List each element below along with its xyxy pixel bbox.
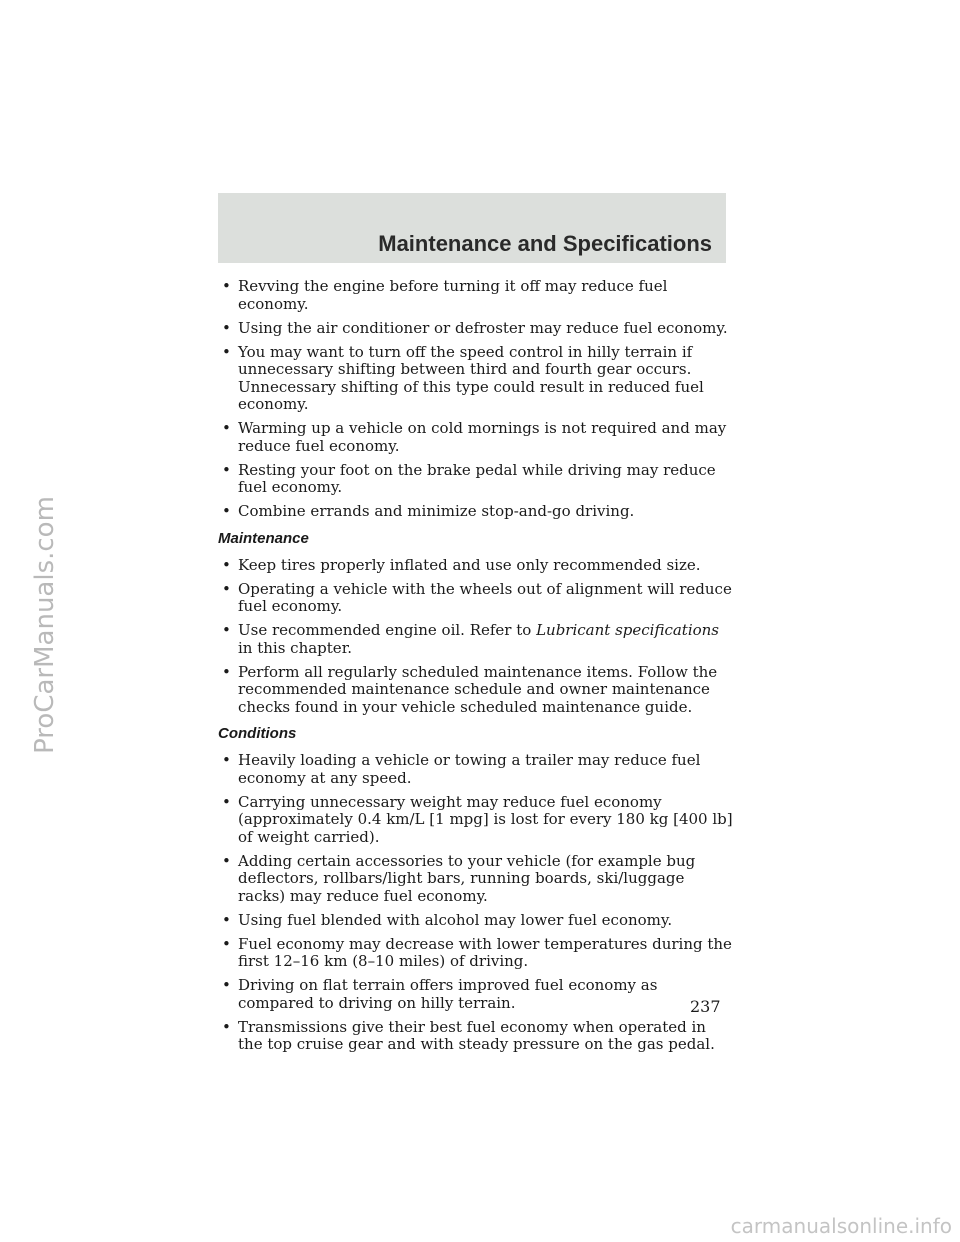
list-item-text: Warming up a vehicle on cold mornings is not required and may reduce fuel economy. [238,419,727,455]
subheading-maintenance: Maintenance [218,529,309,547]
bullet-list [218,557,733,717]
page-content [218,278,733,1060]
bullet-icon: • [222,502,231,520]
bullet-list [218,278,733,521]
bullet-icon: • [222,976,231,994]
bullet-icon: • [222,751,231,769]
list-item-text: Perform all regularly scheduled maintenance items. Follow the recommended maintenance schedule and owner maintenance checks found in your vehicle scheduled maintenance guide. [238,662,718,716]
list-item [218,936,733,971]
bullet-icon: • [222,1017,231,1036]
list-item-text: Resting your foot on the brake pedal while driving may reduce fuel economy. [238,460,716,496]
list-item [218,581,733,616]
list-item-text: Heavily loading a vehicle or towing a trailer may reduce fuel economy at any speed. [238,751,701,787]
section-title: Maintenance and Specifications [378,231,712,256]
list-item-text: Fuel economy may decrease with lower temperatures during the first 12–16 km (8–10 miles) of driving. [238,934,732,970]
bullet-icon: • [222,555,231,574]
list-item [218,462,733,497]
bullet-icon: • [222,792,231,811]
bullet-icon: • [222,851,231,870]
list-item [218,344,733,414]
list-item-text: Operating a vehicle with the wheels out of alignment will reduce fuel economy. [238,579,732,615]
list-item-text: Using fuel blended with alcohol may lower fuel economy. [238,910,673,929]
bullet-icon: • [222,934,231,953]
list-item [218,912,733,930]
list-item [218,622,733,657]
list-item-text: Driving on flat terrain offers improved fuel economy as compared to driving on hilly terrain. [238,976,658,1012]
list-item [218,503,733,521]
bullet-icon: • [222,318,231,337]
list-item [218,557,733,575]
subheading-conditions: Conditions [218,725,297,742]
section-header-band [218,193,726,263]
page-number: 237 [690,997,721,1016]
list-item-text: You may want to turn off the speed control in hilly terrain if unnecessary shifting between third and fourth gear occurs. Unnecessary shifting of this type could result in reduced fuel economy. [238,342,704,413]
bullet-icon: • [222,277,231,295]
list-item-text: Adding certain accessories to your vehicle (for example bug deflectors, rollbars/light bars, running boards, ski/luggage racks) may reduce fuel economy. [238,851,696,905]
bullet-list [218,752,733,1054]
list-item [218,278,733,313]
bullet-icon: • [222,342,231,361]
list-item [218,664,733,717]
bullet-icon: • [222,910,231,929]
list-item-text: Carrying unnecessary weight may reduce fuel economy (approximately 0.4 km/L [1 mpg] is lost for every 180 kg [400 lb] of weight carried). [238,792,733,846]
list-item-text: Transmissions give their best fuel economy when operated in the top cruise gear and with steady pressure on the gas pedal. [238,1017,715,1053]
list-item-text: Keep tires properly inflated and use only recommended size. [238,555,701,574]
list-item [218,752,733,787]
bottom-watermark: carmanualsonline.info [730,1214,952,1238]
list-item [218,320,733,338]
bullet-icon: • [222,460,231,479]
list-item-text: Using the air conditioner or defroster may reduce fuel economy. [238,318,728,337]
bullet-icon: • [222,662,231,681]
list-item [218,794,733,847]
list-item-text: Revving the engine before turning it off may reduce fuel economy. [238,277,668,313]
list-item-text-continued: in this chapter. [238,638,352,657]
list-item [218,853,733,906]
list-item-text: Use recommended engine oil. Refer to [238,621,537,639]
list-item-text: Combine errands and minimize stop-and-go driving. [238,502,635,520]
bullet-icon: • [222,419,231,437]
list-item [218,420,733,455]
side-watermark: ProCarManuals.com [30,496,60,754]
list-item [218,1019,733,1054]
bullet-icon: • [222,621,231,639]
cross-reference: Lubricant specifications [536,621,720,639]
bullet-icon: • [222,579,231,598]
list-item [218,977,733,1012]
